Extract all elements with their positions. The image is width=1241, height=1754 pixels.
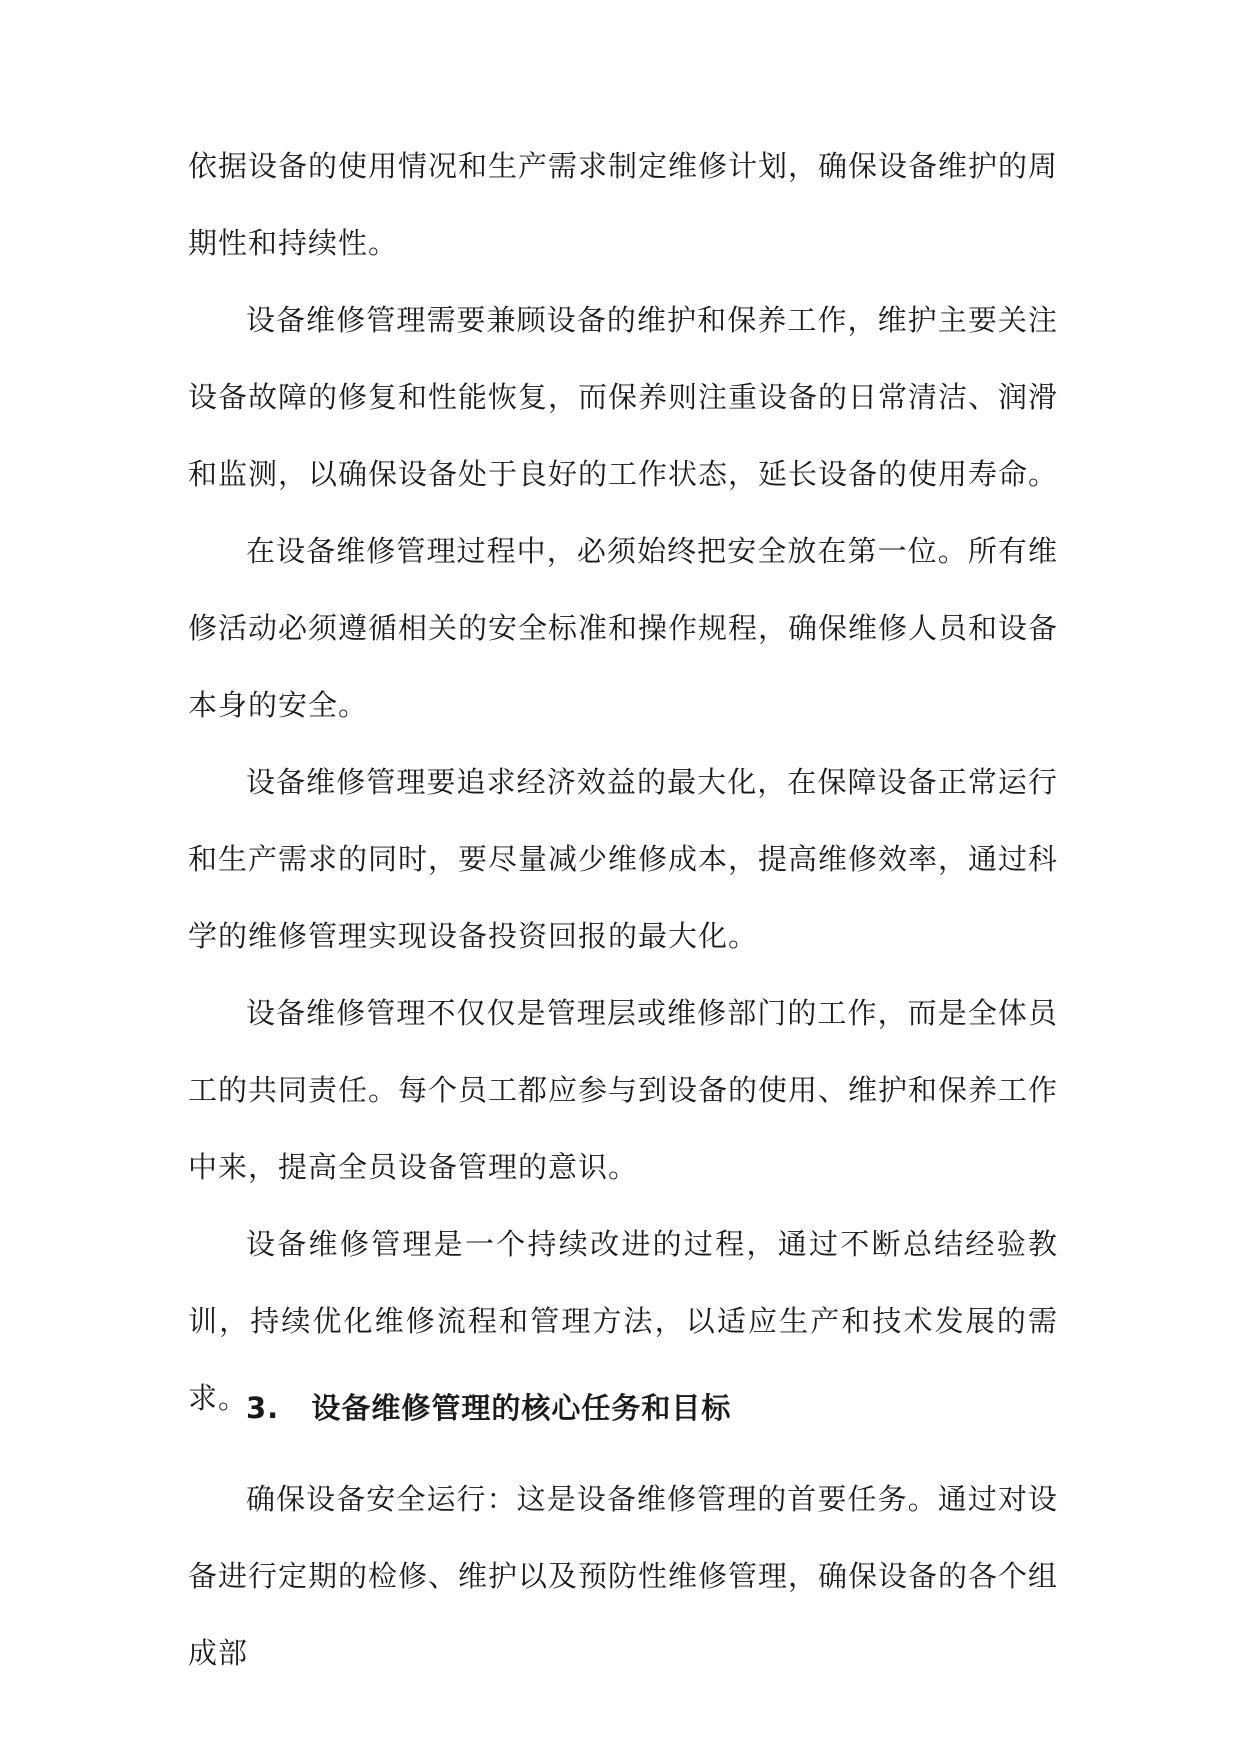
section-heading [246,1388,731,1428]
section-number: 3. [246,1391,280,1425]
paragraph-shared-responsibility: 设备维修管理不仅仅是管理层或维修部门的工作，而是全体员工的共同责任。每个员工都应参与到设备的使用、维护和保养工作中来，提高全员设备管理的意识。 [188,996,1059,1184]
paragraph-maintenance-and-care: 设备维修管理需要兼顾设备的维护和保养工作，维护主要关注设备故障的修复和性能恢复，而保养则注重设备的日常清洁、润滑和监测，以确保设备处于良好的工作状态，延长设备的使用寿命。 [188,303,1059,491]
paragraph-economic-benefit: 设备维修管理要追求经济效益的最大化，在保障设备正常运行和生产需求的同时，要尽量减少维修成本，提高维修效率，通过科学的维修管理实现设备投资回报的最大化。 [188,765,1059,953]
paragraph-continuous-improvement: 设备维修管理是一个持续改进的过程，通过不断总结经验教训，持续优化维修流程和管理方法，以适应生产和技术发展的需求。 [188,1227,1058,1415]
paragraph-continuation: 依据设备的使用情况和生产需求制定维修计划，确保设备维护的周期性和持续性。 [188,149,1059,260]
section-title: 设备维修管理的核心任务和目标 [311,1391,732,1425]
paragraph-safe-operation: 确保设备安全运行：这是设备维修管理的首要任务。通过对设备进行定期的检修、维护以及预防性维修管理，确保设备的各个组成部 [188,1482,1059,1670]
paragraph-safety-first: 在设备维修管理过程中，必须始终把安全放在第一位。所有维修活动必须遵循相关的安全标准和操作规程，确保维修人员和设备本身的安全。 [188,534,1059,722]
